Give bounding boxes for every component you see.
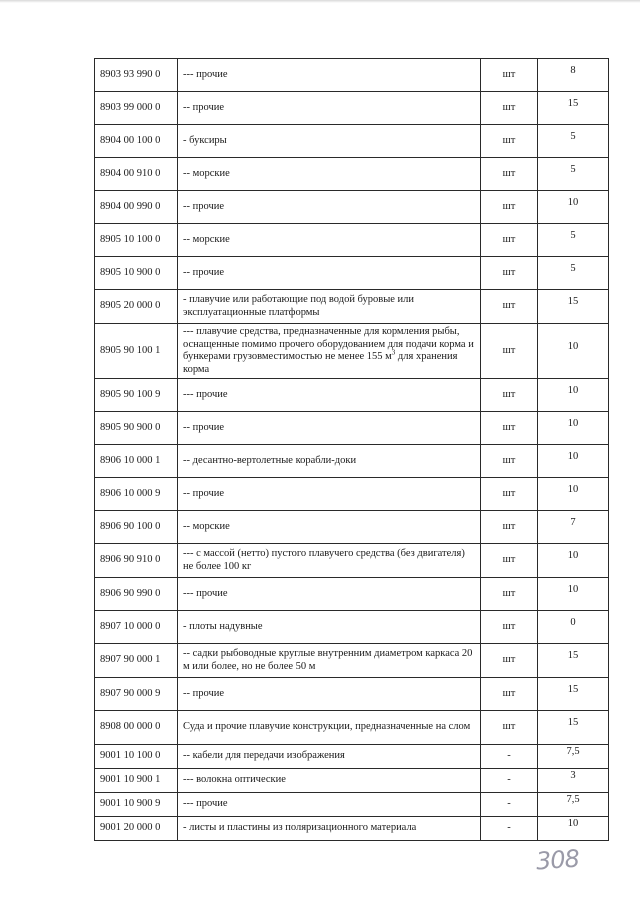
row-code: 8905 10 100 0: [95, 224, 178, 257]
row-rate: [538, 678, 609, 711]
table-row: [95, 711, 609, 745]
row-rate-value: 10: [567, 417, 579, 429]
handwritten-page-number: 308: [535, 844, 580, 876]
row-rate-value: 7: [570, 516, 576, 528]
row-code: 8903 99 000 0: [95, 92, 178, 125]
row-description: -- морские: [178, 224, 481, 257]
table-row: [95, 678, 609, 711]
table-row: [95, 511, 609, 544]
row-unit: шт: [481, 611, 538, 644]
row-unit: шт: [481, 158, 538, 191]
row-description: --- прочие: [178, 793, 481, 817]
table-row: [95, 92, 609, 125]
table-row: [95, 544, 609, 578]
row-rate: [538, 324, 609, 379]
table-row: [95, 817, 609, 841]
row-code: 8907 90 000 9: [95, 678, 178, 711]
row-rate: [538, 817, 609, 841]
superscript-unit: 3: [391, 348, 396, 357]
row-description: --- волокна оптические: [178, 769, 481, 793]
row-description: --- прочие: [178, 578, 481, 611]
row-rate: [538, 793, 609, 817]
row-code: 9001 10 900 1: [95, 769, 178, 793]
row-unit: шт: [481, 224, 538, 257]
row-rate-value: 10: [567, 483, 579, 495]
row-code: 8904 00 100 0: [95, 125, 178, 158]
row-rate-value: 8: [570, 64, 576, 76]
row-description-text: --- плавучие средства, предназначенные для кормления рыбы, оснащенные помимо прочего оборудованием для подачи корма и бункерами грузовместимостью не менее 155 м: [183, 326, 474, 362]
row-rate: [538, 92, 609, 125]
row-description: - буксиры: [178, 125, 481, 158]
row-rate: [538, 412, 609, 445]
row-rate: [538, 745, 609, 769]
table-row: [95, 290, 609, 324]
row-unit: шт: [481, 92, 538, 125]
row-code: 8906 90 100 0: [95, 511, 178, 544]
row-description: - листы и пластины из поляризационного материала: [178, 817, 481, 841]
row-rate: [538, 191, 609, 224]
row-description: -- морские: [178, 158, 481, 191]
row-unit: шт: [481, 445, 538, 478]
row-description: - плоты надувные: [178, 611, 481, 644]
row-rate-value: 10: [567, 450, 579, 462]
row-rate-value: 15: [567, 650, 579, 662]
row-rate-value: 15: [567, 97, 579, 109]
table-row: [95, 412, 609, 445]
row-rate: [538, 445, 609, 478]
row-rate-value: 0: [570, 616, 576, 628]
table-row: [95, 745, 609, 769]
table-row: [95, 578, 609, 611]
row-unit: шт: [481, 324, 538, 379]
row-unit: шт: [481, 711, 538, 745]
row-rate-value: 10: [567, 340, 579, 352]
table-row: [95, 644, 609, 678]
table-row: [95, 793, 609, 817]
table-row: [95, 324, 609, 379]
table-row: [95, 224, 609, 257]
row-code: 9001 10 100 0: [95, 745, 178, 769]
row-unit: шт: [481, 644, 538, 678]
row-rate: [538, 125, 609, 158]
row-rate-value: 7,5: [566, 794, 580, 806]
table-row: [95, 257, 609, 290]
row-rate: [538, 544, 609, 578]
tariff-table: [94, 58, 609, 841]
row-rate: [538, 769, 609, 793]
row-rate: [538, 59, 609, 92]
row-rate: [538, 644, 609, 678]
row-rate: [538, 611, 609, 644]
row-unit: шт: [481, 511, 538, 544]
row-unit: шт: [481, 678, 538, 711]
row-unit: шт: [481, 544, 538, 578]
row-rate-value: 10: [567, 583, 579, 595]
row-unit: -: [481, 817, 538, 841]
row-rate-value: 7,5: [566, 746, 580, 758]
row-unit: шт: [481, 191, 538, 224]
table-row: [95, 158, 609, 191]
row-description: - плавучие или работающие под водой буровые или эксплуатационные платформы: [178, 290, 481, 324]
row-code: 8905 10 900 0: [95, 257, 178, 290]
row-code: 8908 00 000 0: [95, 711, 178, 745]
row-code: 8903 93 990 0: [95, 59, 178, 92]
row-rate-value: 5: [570, 262, 576, 274]
row-rate-value: 15: [567, 296, 579, 308]
row-rate-value: 5: [570, 130, 576, 142]
row-description: --- с массой (нетто) пустого плавучего средства (без двигателя) не более 100 кг: [178, 544, 481, 578]
row-unit: шт: [481, 379, 538, 412]
row-unit: шт: [481, 125, 538, 158]
row-rate: [538, 224, 609, 257]
row-rate: [538, 379, 609, 412]
row-description-text: для хранения корма: [183, 351, 458, 375]
row-code: 8906 90 910 0: [95, 544, 178, 578]
row-code: 8904 00 910 0: [95, 158, 178, 191]
row-rate-value: 10: [567, 550, 579, 562]
row-rate-value: 5: [570, 229, 576, 241]
row-description: -- прочие: [178, 191, 481, 224]
row-description: --- прочие: [178, 59, 481, 92]
row-code: 9001 10 900 9: [95, 793, 178, 817]
table-row: [95, 478, 609, 511]
row-description: Суда и прочие плавучие конструкции, предназначенные на слом: [178, 711, 481, 745]
row-rate-value: 15: [567, 717, 579, 729]
row-unit: шт: [481, 257, 538, 290]
row-rate: [538, 290, 609, 324]
row-description: -- прочие: [178, 257, 481, 290]
row-code: 8905 90 900 0: [95, 412, 178, 445]
row-description: -- садки рыбоводные круглые внутренним диаметром каркаса 20 м или более, но не более 50 м: [178, 644, 481, 678]
table-row: [95, 769, 609, 793]
row-code: 8906 90 990 0: [95, 578, 178, 611]
table-row: [95, 125, 609, 158]
row-rate: [538, 257, 609, 290]
row-rate-value: 3: [570, 770, 576, 782]
row-unit: шт: [481, 478, 538, 511]
row-code: 8905 90 100 9: [95, 379, 178, 412]
row-description: -- кабели для передачи изображения: [178, 745, 481, 769]
row-unit: шт: [481, 578, 538, 611]
table-row: [95, 611, 609, 644]
table-row: [95, 59, 609, 92]
row-unit: -: [481, 793, 538, 817]
row-description: -- прочие: [178, 412, 481, 445]
row-rate-value: 15: [567, 683, 579, 695]
row-rate-value: 5: [570, 163, 576, 175]
row-code: 8905 90 100 1: [95, 324, 178, 379]
table-row: [95, 379, 609, 412]
table-row: [95, 445, 609, 478]
row-unit: -: [481, 745, 538, 769]
row-code: 8906 10 000 1: [95, 445, 178, 478]
row-unit: шт: [481, 412, 538, 445]
row-code: 8905 20 000 0: [95, 290, 178, 324]
row-description: [178, 324, 481, 379]
row-rate: [538, 478, 609, 511]
row-rate-value: 10: [567, 384, 579, 396]
row-code: 8907 10 000 0: [95, 611, 178, 644]
row-description: -- десантно-вертолетные корабли-доки: [178, 445, 481, 478]
row-rate: [538, 578, 609, 611]
row-description: -- морские: [178, 511, 481, 544]
row-unit: -: [481, 769, 538, 793]
row-rate-value: 10: [567, 818, 579, 830]
row-unit: шт: [481, 290, 538, 324]
row-code: 8906 10 000 9: [95, 478, 178, 511]
row-rate: [538, 511, 609, 544]
page-top-edge: [0, 0, 640, 3]
row-rate: [538, 711, 609, 745]
row-rate-value: 10: [567, 196, 579, 208]
row-code: 8904 00 990 0: [95, 191, 178, 224]
table-row: [95, 191, 609, 224]
row-description: --- прочие: [178, 379, 481, 412]
row-rate: [538, 158, 609, 191]
row-description: -- прочие: [178, 478, 481, 511]
row-code: 9001 20 000 0: [95, 817, 178, 841]
row-description: -- прочие: [178, 678, 481, 711]
row-code: 8907 90 000 1: [95, 644, 178, 678]
row-description: -- прочие: [178, 92, 481, 125]
row-unit: шт: [481, 59, 538, 92]
